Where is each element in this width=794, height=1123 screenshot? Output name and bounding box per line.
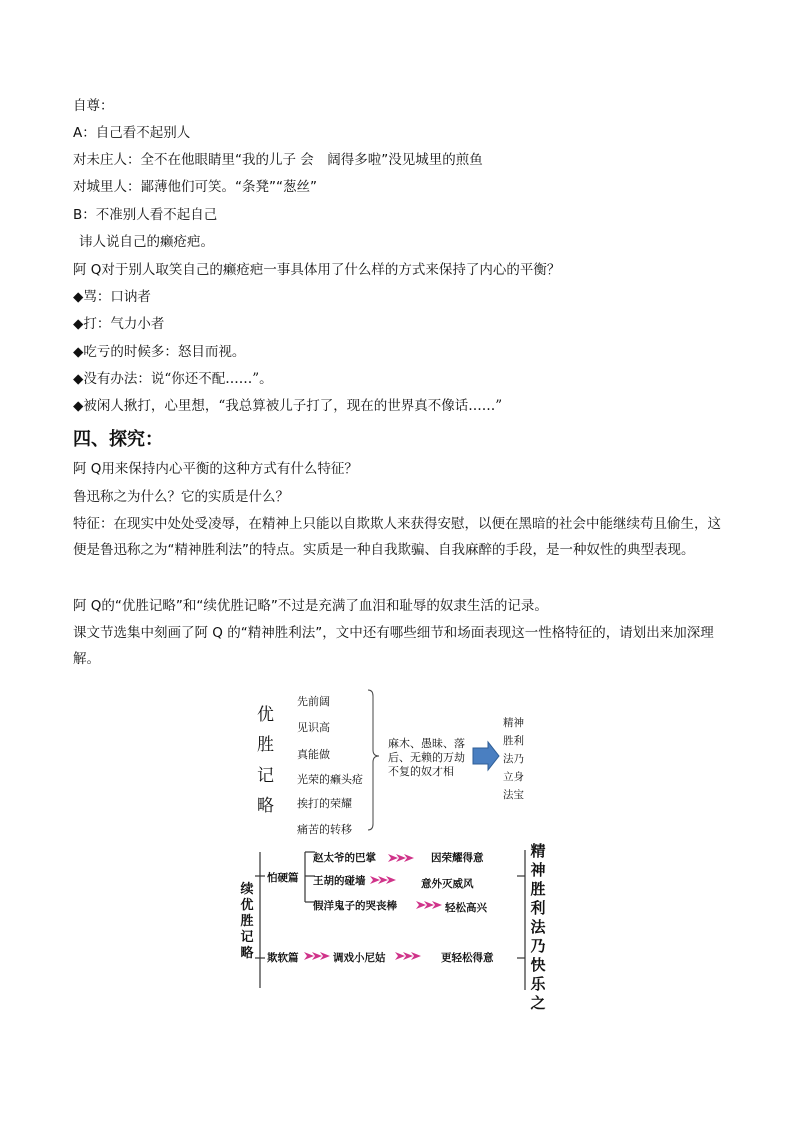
paragraph-feature: 特征：在现实中处处受凌辱，在精神上只能以自欺欺人来获得安慰，以便在黑暗的社会中能继续苟且偷生，这便是鲁迅称之为“精神胜利法”的特点。实质是一种自我欺骗、自我麻醉的手段，是一种奴性的典型表现。 bbox=[73, 516, 721, 558]
branch-bully-soft: 欺软篇 bbox=[267, 952, 299, 964]
branch-fear-hard: 怕硬篇 bbox=[267, 872, 299, 884]
d2-right-vertical bbox=[529, 842, 547, 1013]
d2-right-char: 利 bbox=[530, 899, 546, 917]
d2-right-char: 快 bbox=[530, 956, 546, 974]
d1-item: 真能做 bbox=[297, 748, 330, 761]
paragraph-task: 课文节选集中刻画了阿 Q 的“精神胜利法”，文中还有哪些细节和场面表现这一性格特征的，请划出来加深理解。 bbox=[73, 625, 714, 667]
diagram-xuyoushengjilue bbox=[233, 840, 553, 1012]
d1-right-line: 法宝 bbox=[503, 789, 524, 801]
bullet-beaten: ◆被闲人揪打，心里想，“我总算被儿子打了，现在的世界真不像话……” bbox=[73, 398, 503, 414]
blue-arrow-icon bbox=[473, 742, 499, 770]
d2-title-char: 记 bbox=[240, 930, 254, 945]
d1-item: 挨打的荣耀 bbox=[297, 797, 352, 810]
d2-right-char: 胜 bbox=[530, 880, 546, 898]
row-right: 意外灭威风 bbox=[421, 878, 474, 890]
d2-right-char: 乐 bbox=[530, 975, 546, 993]
line-b: B：不准别人看不起自己 bbox=[73, 207, 218, 223]
question-2: 鲁迅称之为什么？它的实质是什么？ bbox=[73, 489, 289, 505]
d2-title-char: 略 bbox=[240, 946, 254, 961]
d1-title-1: 优 bbox=[257, 705, 274, 725]
d1-right-line: 立身 bbox=[503, 771, 524, 783]
d1-right-line: 胜利 bbox=[503, 735, 524, 747]
row-left: 调戏小尼姑 bbox=[333, 952, 386, 964]
d1-title-4: 略 bbox=[257, 796, 274, 816]
d1-item: 光荣的癞头疮 bbox=[297, 773, 363, 786]
d1-right-line: 精神 bbox=[503, 717, 524, 729]
d1-right-line: 法乃 bbox=[503, 753, 524, 765]
row-left: 王胡的碰墙 bbox=[313, 875, 366, 887]
row-right: 更轻松得意 bbox=[441, 952, 494, 964]
d2-title-char: 胜 bbox=[240, 914, 254, 929]
row-left: 赵太爷的巴掌 bbox=[313, 852, 376, 864]
d1-item: 痛苦的转移 bbox=[297, 823, 352, 836]
bullet-scold: ◆骂：口讷者 bbox=[73, 289, 151, 305]
d2-title bbox=[239, 882, 255, 962]
d2-right-char: 神 bbox=[530, 861, 546, 879]
line-a: A：自己看不起别人 bbox=[73, 125, 191, 141]
paragraph-records: 阿 Q的“优胜记略”和“续优胜记略”不过是充满了血泪和耻辱的奴隶生活的记录。 bbox=[73, 598, 548, 614]
line-taboo: 讳人说自己的癞疮疤。 bbox=[79, 234, 214, 250]
question-1: 阿 Q用来保持内心平衡的这种方式有什么特征？ bbox=[73, 461, 358, 477]
d1-item: 先前阔 bbox=[297, 695, 330, 708]
row-right: 轻松高兴 bbox=[445, 902, 487, 914]
bullet-glare: ◆吃亏的时候多：怒目而视。 bbox=[73, 344, 246, 360]
d1-right-text bbox=[503, 714, 533, 804]
row-left: 假洋鬼子的哭丧棒 bbox=[313, 900, 397, 912]
d2-title-char: 优 bbox=[240, 898, 254, 913]
d2-right-char: 之 bbox=[530, 994, 546, 1012]
d1-item: 见识高 bbox=[297, 721, 330, 734]
line-city: 对城里人：鄙薄他们可笑。“条凳”“葱丝” bbox=[73, 179, 317, 195]
d2-right-char: 乃 bbox=[530, 937, 546, 955]
bullet-fight: ◆打：气力小者 bbox=[73, 316, 165, 332]
section-heading: 四、探究： bbox=[73, 429, 163, 450]
line-question: 阿 Q对于别人取笑自己的癞疮疤一事具体用了什么样的方式来保持了内心的平衡？ bbox=[73, 262, 561, 278]
d1-title-2: 胜 bbox=[257, 735, 274, 755]
row-right: 因荣耀得意 bbox=[431, 852, 484, 864]
d1-title-3: 记 bbox=[257, 766, 274, 786]
line-self-respect: 自尊： bbox=[73, 98, 114, 114]
d2-right-char: 法 bbox=[530, 918, 546, 936]
diagram2-lines bbox=[233, 840, 553, 998]
bullet-unworthy: ◆没有办法：说“你还不配……”。 bbox=[73, 371, 273, 387]
d1-middle-text: 麻木、愚昧、落后、无赖的万劫不复的奴才相 bbox=[388, 737, 465, 778]
d2-title-char: 续 bbox=[240, 882, 254, 897]
line-weizhuang: 对未庄人：全不在他眼睛里“我的儿子 会 阔得多啦”没见城里的煎鱼 bbox=[73, 152, 483, 168]
d2-right-char: 精 bbox=[530, 842, 546, 860]
diagram-youshengjilue bbox=[233, 684, 553, 836]
